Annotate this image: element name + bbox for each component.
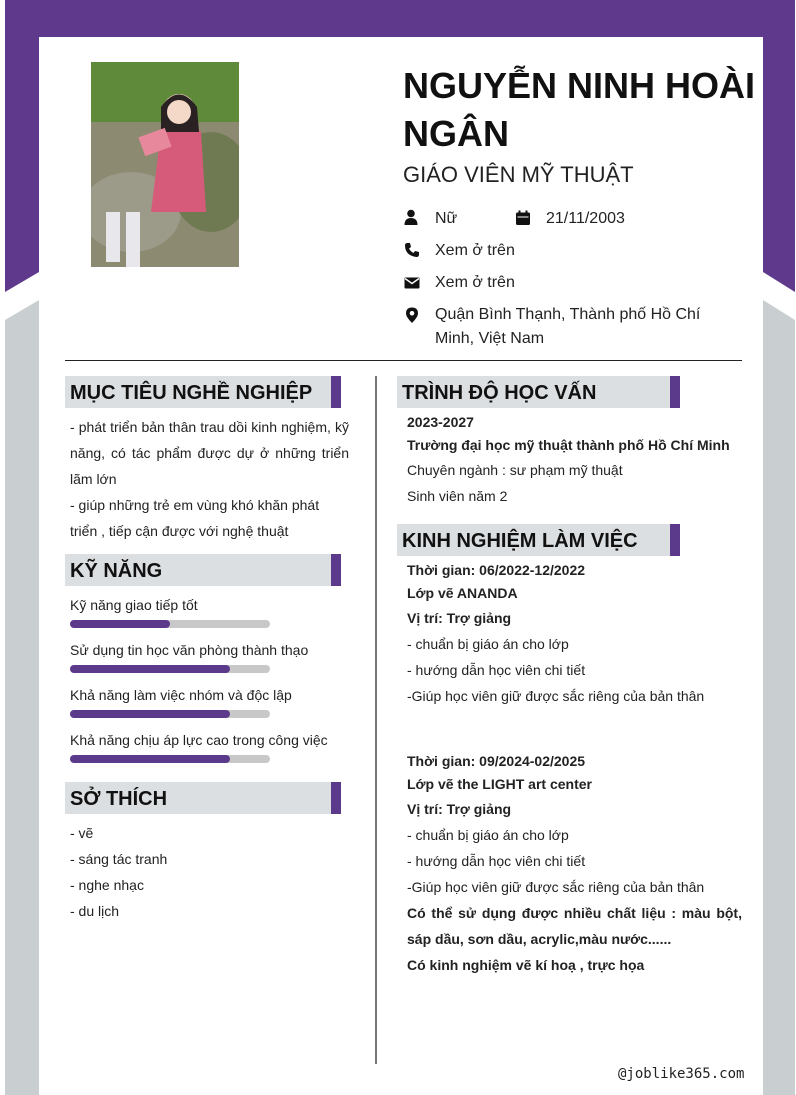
skill-bar (70, 620, 270, 628)
hobby-item: - du lịch (70, 903, 120, 919)
skill-bar (70, 710, 270, 718)
phone-value: Xem ở trên (435, 242, 515, 259)
education-school: Trường đại học mỹ thuật thành phố Hồ Chí Minh (407, 437, 730, 453)
person-icon (403, 209, 419, 225)
skills-title-text: KỸ NĂNG (70, 560, 163, 582)
email-value: Xem ở trên (435, 274, 515, 291)
profile-photo (91, 62, 239, 267)
job-company: Lớp vẽ ANANDA (407, 585, 518, 601)
skill-bar (70, 665, 270, 673)
skill-label: Sử dụng tin học văn phòng thành thạo (70, 642, 309, 658)
job-extra-skill: Có thể sử dụng được nhiều chất liệu : màu bột, sáp dầu, sơn dầu, acrylic,màu nước...... (407, 905, 742, 947)
hobby-item: - sáng tác tranh (70, 851, 168, 867)
job-time: Thời gian: 09/2024-02/2025 (407, 753, 586, 769)
calendar-icon (515, 210, 531, 226)
education-section-title (397, 376, 680, 408)
job-title: GIÁO VIÊN MỸ THUẬT (403, 162, 634, 187)
education-major: Chuyên ngành : sư phạm mỹ thuật (407, 462, 623, 478)
job-duty: - hướng dẫn học viên chi tiết (407, 662, 586, 678)
email-icon (404, 275, 420, 291)
hobby-item: - vẽ (70, 825, 94, 841)
skill-bar-fill (70, 755, 230, 763)
job-duty: -Giúp học viên giữ được sắc riêng của bản thân (407, 688, 705, 704)
objective-line-1: - phát triển bản thân trau dồi kinh nghiệm, kỹ năng, có tác phẩm được dự ở những triển lãm lớn (70, 419, 349, 487)
objective-title-text: MỤC TIÊU NGHỀ NGHIỆP (70, 382, 313, 404)
hobbies-title-text: SỞ THÍCH (70, 788, 168, 810)
birthdate-value: 21/11/2003 (546, 210, 625, 227)
skill-label: Khả năng làm việc nhóm và độc lập (70, 687, 292, 703)
education-status: Sinh viên năm 2 (407, 488, 508, 504)
section-accent (670, 376, 680, 408)
job-duty: -Giúp học viên giữ được sắc riêng của bản thân (407, 879, 705, 895)
hobby-item: - nghe nhạc (70, 877, 144, 893)
job-duty: - chuẩn bị giáo án cho lớp (407, 827, 569, 843)
experience-section-title (397, 524, 680, 556)
skill-bar (70, 755, 270, 763)
job-extra-skill: Có kinh nghiệm vẽ kí hoạ , trực họa (407, 957, 645, 973)
skill-label: Khả năng chịu áp lực cao trong công việc (70, 732, 328, 748)
skill-bar-fill (70, 710, 230, 718)
hobbies-section-title (65, 782, 341, 814)
education-years: 2023-2027 (407, 414, 474, 430)
skill-bar-fill (70, 620, 170, 628)
section-accent (670, 524, 680, 556)
phone-icon (404, 242, 420, 258)
section-accent (331, 782, 341, 814)
watermark: @joblike365.com (618, 1066, 745, 1082)
header-divider (65, 360, 742, 361)
skill-label: Kỹ năng giao tiếp tốt (70, 597, 198, 613)
full-name: NGUYỄN NINH HOÀI NGÂN (403, 65, 756, 154)
job-position: Vị trí: Trợ giảng (407, 610, 512, 626)
location-icon (404, 307, 420, 323)
gray-right-band (763, 300, 795, 1095)
address-value: Quận Bình Thạnh, Thành phố Hồ Chí Minh, Việt Nam (435, 306, 701, 347)
job-duty: - hướng dẫn học viên chi tiết (407, 853, 586, 869)
job-position: Vị trí: Trợ giảng (407, 801, 512, 817)
job-duty: - chuẩn bị giáo án cho lớp (407, 636, 569, 652)
column-divider (375, 376, 377, 1064)
section-accent (331, 554, 341, 586)
experience-title-text: KINH NGHIỆM LÀM VIỆC (402, 530, 638, 552)
job-company: Lớp vẽ the LIGHT art center (407, 776, 592, 792)
education-title-text: TRÌNH ĐỘ HỌC VẤN (402, 382, 597, 404)
objective-section-title (65, 376, 341, 408)
skill-bar-fill (70, 665, 230, 673)
objective-line-2: - giúp những trẻ em vùng khó khăn phát triển , tiếp cận được với nghệ thuật (70, 497, 320, 539)
job-time: Thời gian: 06/2022-12/2022 (407, 562, 586, 578)
section-accent (331, 376, 341, 408)
skills-section-title (65, 554, 341, 586)
gray-left-band (5, 300, 39, 1095)
gender-value: Nữ (435, 210, 458, 227)
